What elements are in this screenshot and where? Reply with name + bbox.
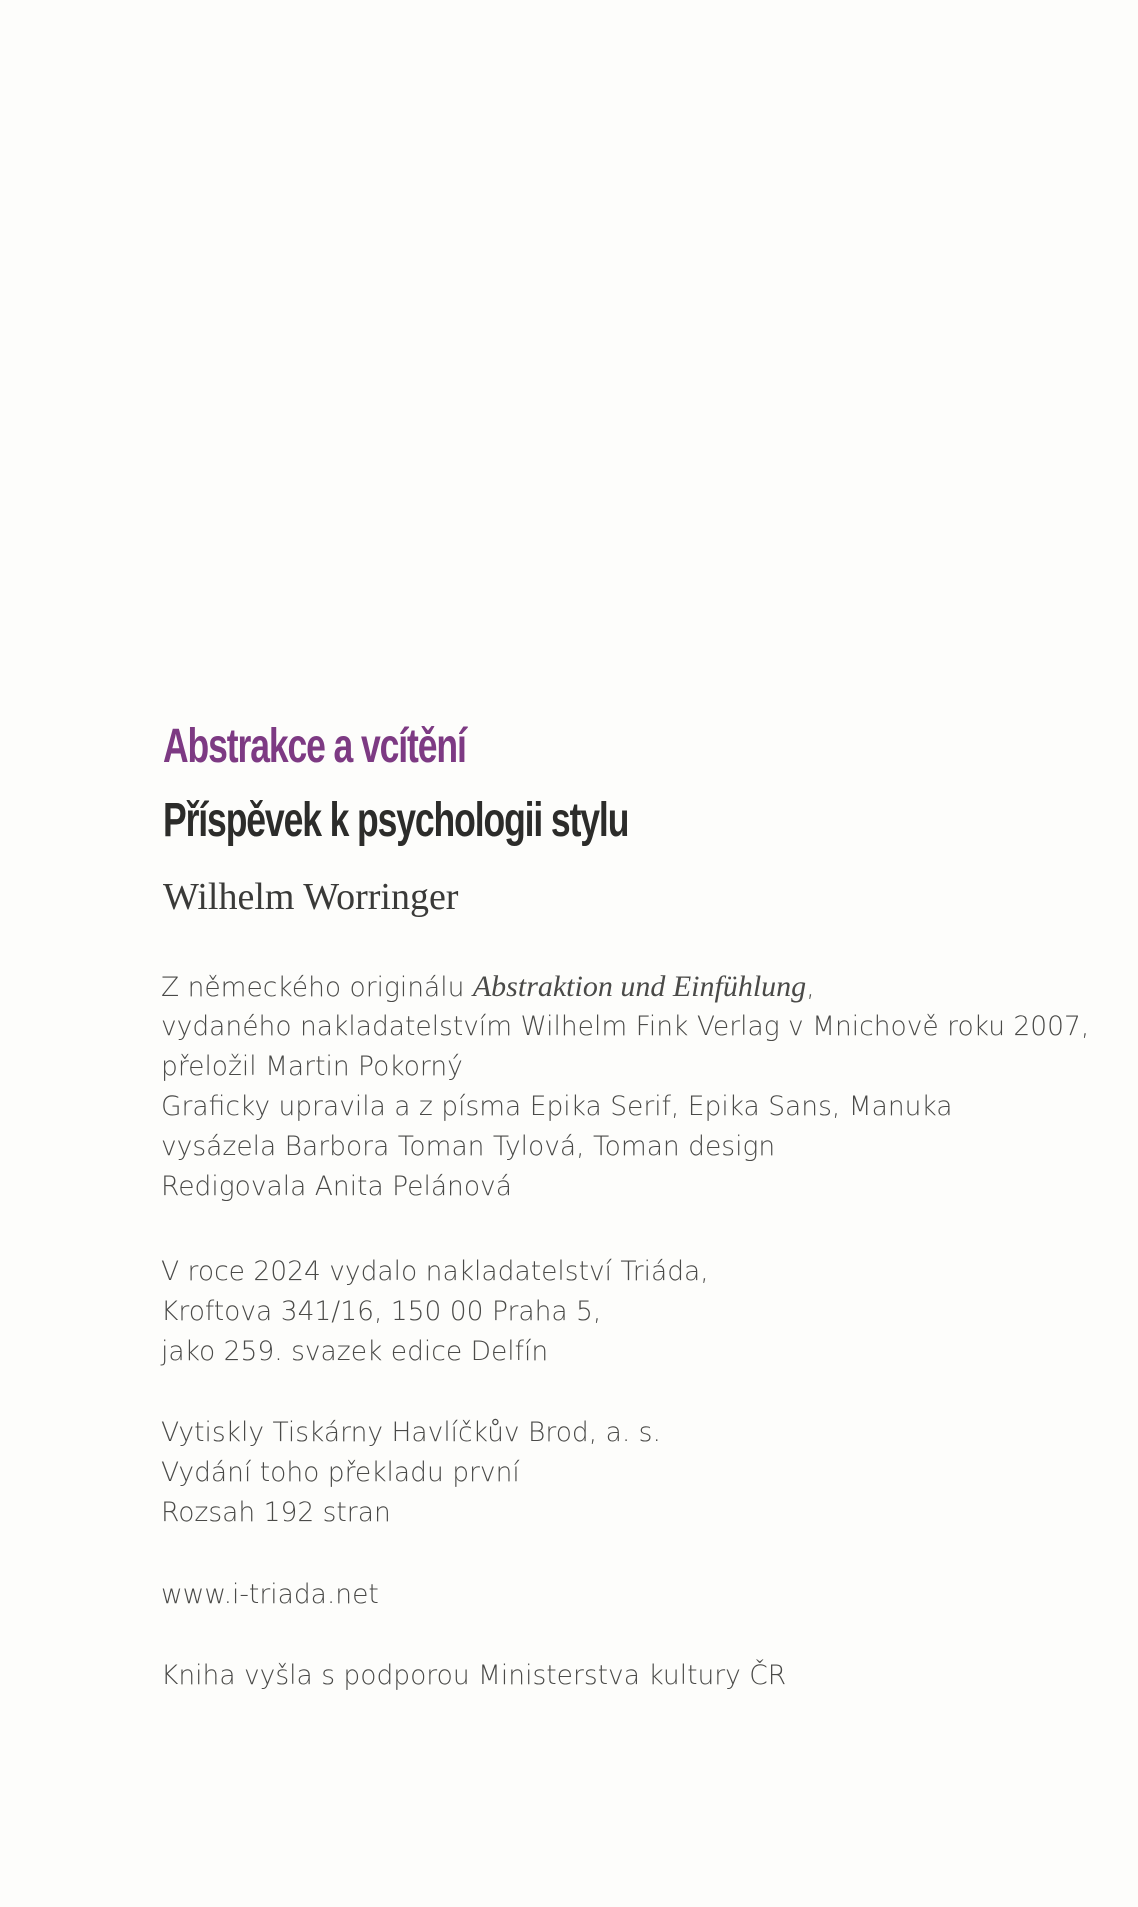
translator-line: přeložil Martin Pokorný	[161, 1051, 463, 1082]
edition-line: Vydání toho překladu první	[161, 1457, 520, 1488]
publisher-address: Kroftova 341/16, 150 00 Praha 5,	[161, 1296, 602, 1327]
original-title-line	[161, 967, 1089, 1007]
original-publisher-line: vydaného nakladatelstvím Wilhelm Fink Verlag v Mnichově roku 2007,	[161, 1011, 1090, 1042]
editor-line: Redigovala Anita Pelánová	[161, 1171, 512, 1202]
series-line: jako 259. svazek edice Delfín	[161, 1336, 549, 1367]
design-line: Graficky upravila a z písma Epika Serif, Epika Sans, Manuka	[161, 1091, 953, 1122]
support-line: Kniha vyšla s podporou Ministerstva kultury ČR	[161, 1660, 787, 1691]
original-suffix: ,	[806, 972, 815, 1003]
support-block	[161, 1656, 786, 1696]
website-block	[161, 1575, 379, 1615]
website-link[interactable]: www.i-triada.net	[161, 1579, 379, 1610]
original-title: Abstraktion und Einfühlung	[472, 970, 807, 1003]
publisher-line: V roce 2024 vydalo nakladatelství Triáda,	[161, 1256, 709, 1287]
page-count-line: Rozsah 192 stran	[161, 1497, 391, 1528]
publisher-info	[161, 1252, 709, 1372]
printing-info	[161, 1413, 661, 1533]
typesetter-line: vysázela Barbora Toman Tylová, Toman design	[161, 1131, 776, 1162]
book-title: Abstrakce a vcítění	[163, 720, 466, 773]
book-subtitle: Příspěvek k psychologii stylu	[163, 794, 629, 847]
original-prefix: Z německého originálu	[161, 972, 473, 1003]
title-block	[163, 710, 1063, 858]
printer-line: Vytiskly Tiskárny Havlíčkův Brod, a. s.	[161, 1417, 661, 1448]
author-name: Wilhelm Worringer	[163, 876, 459, 918]
translation-credits	[161, 967, 1089, 1207]
